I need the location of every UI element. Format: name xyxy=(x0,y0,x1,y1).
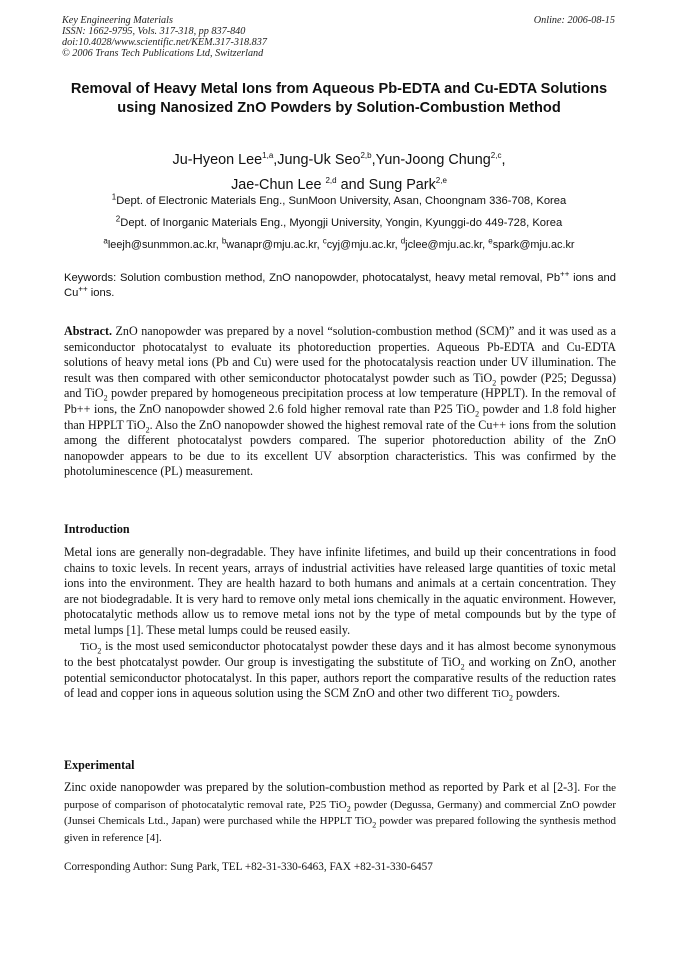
paper-title: Removal of Heavy Metal Ions from Aqueous Pb-EDTA and Cu-EDTA Solutions using Nanosized ZnO Powders by Solution-Combustion Method xyxy=(70,81,608,116)
affiliation-2: $^2$Dept. of Inorganic Materials Eng., Myongji University, Yongin, Kyunggi-do 449-728, Korea xyxy=(115,214,563,229)
online-date: Online: 2006-08-15 xyxy=(533,15,615,26)
author-affil-marker: 2,b xyxy=(360,151,372,161)
author-affil-marker: 1,a xyxy=(262,151,274,161)
abstract: Abstract. ZnO nanopowder was prepared by a novel “solution-combustion method (SCM)” and it was used as a semiconductor photocatalyst to evaluate its photoreduction properties. Aqueous Pb-EDTA and Cu-EDTA solutions of heavy metal ions (Pb and Cu) were used for the photocatalysis reaction under UV illumination. The result was then compared with other semiconductor photocatalyst powder such as TiO$_2$ powder (P25; Degussa) and TiO$_2$ powder prepared by homogeneous precipitation process at low temperature (HPPLT). In the removal of Pb++ ions, the ZnO nanopowder showed 2.6 fold higher removal rate than P25 TiO$_2$ powder and 1.8 fold higher than HPPLT TiO$_2$. Also the ZnO nanopowder showed the highest removal rate of the Cu++ ions from the solution among the different photocatalyst powders compared. The superior photoreduction ability of the ZnO nanopowder appears to be due to its excellent UV absorption characteristics. This was confirmed by the photoluminescence (PL) measurement. xyxy=(64,324,617,479)
email-list: $^a$leejh@sunmmon.ac.kr, $^b$wanapr@mju.ac.kr, $^c$cyj@mju.ac.kr, $^d$jclee@mju.ac.kr, $^e$spark@mju.ac.kr xyxy=(103,236,575,251)
author-name: and Sung Park xyxy=(336,177,436,193)
author-name: ,Jung-Uk Seo xyxy=(273,152,361,168)
author-name: Jae-Chun Lee xyxy=(231,177,326,193)
journal-header xyxy=(62,15,267,59)
doi-line: doi:10.4028/www.scientific.net/KEM.317-318.837 xyxy=(62,37,267,48)
copyright-line: © 2006 Trans Tech Publications Ltd, Switzerland xyxy=(62,48,264,59)
email-link[interactable]: leejh@sunmmon.ac.kr, xyxy=(107,239,222,251)
intro-paragraph-2: TiO$_2$ is the most used semiconductor photocatalyst powder these days and it has almost become synonymous to the best photcatalyst powder. Our group is investigating the substitute of TiO$_2$ and working on ZnO, another potential semiconductor photocatalyst. In this paper, authors report the comparative results of the reduction rates of lead and copper ions in aqueous solution using the SCM ZnO and other two different TiO$_2$ powders. xyxy=(64,638,616,703)
section-heading-introduction: Introduction xyxy=(64,522,130,536)
author-affil-marker: 2,e xyxy=(435,176,447,186)
affiliation-1: $^1$Dept. of Electronic Materials Eng., SunMoon University, Asan, Choongnam 336-708, Korea xyxy=(111,192,567,207)
journal-name: Key Engineering Materials xyxy=(62,15,173,26)
email-link[interactable]: cyj@mju.ac.kr, xyxy=(326,239,401,251)
intro-paragraph-1: Metal ions are generally non-degradable. They have infinite lifetimes, and build up their concentrations in food chains to toxic levels. In recent years, arrays of industrial activities have released large quantities of toxic metal ions into the environment. They are health hazard to both humans and animals at a certain concentration. They are not biodegradable. It is very hard to remove only metal ions chemically in the aquatic environment. However, photocatalytic methods allow us to remove metal ions not by the type of metal compounds but by the type of metal lumps [1]. These metal lumps could be reused easily. xyxy=(64,545,616,637)
experimental-body: Zinc oxide nanopowder was prepared by the solution-combustion method as reported by Park et al [2-3]. For the purpose of comparison of photocatalytic removal rate, P25 TiO$_2$ powder (Degussa, Germany) and commercial ZnO powder (Junsei Chemicals Ltd., Japan) were purchased while the HPPLT TiO$_2$ powder was prepared following the synthesis method given in reference [4]. xyxy=(64,780,617,844)
author-name: Ju-Hyeon Lee xyxy=(172,152,263,168)
keywords: Keywords: Solution combustion method, ZnO nanopowder, photocatalyst, heavy metal removal, Pb++ ions and Cu++ ions. xyxy=(64,269,616,299)
author-separator: , xyxy=(501,152,506,168)
corresponding-author: Corresponding Author: Sung Park, TEL +82-31-330-6463, FAX +82-31-330-6457 xyxy=(64,861,433,873)
author-name: ,Yun-Joong Chung xyxy=(371,152,491,168)
email-link[interactable]: spark@mju.ac.kr xyxy=(492,239,575,251)
author-line-1 xyxy=(60,148,618,173)
email-link[interactable]: jclee@mju.ac.kr, xyxy=(405,239,489,251)
author-list xyxy=(60,148,618,198)
section-heading-experimental: Experimental xyxy=(64,758,135,772)
abstract-label: Abstract. xyxy=(64,324,113,338)
author-affil-marker: 2,c xyxy=(490,151,502,161)
email-link[interactable]: wanapr@mju.ac.kr, xyxy=(226,239,323,251)
issn-line: ISSN: 1662-9795, Vols. 317-318, pp 837-840 xyxy=(62,26,246,37)
author-affil-marker: 2,d xyxy=(325,176,337,186)
introduction-body xyxy=(64,545,616,703)
